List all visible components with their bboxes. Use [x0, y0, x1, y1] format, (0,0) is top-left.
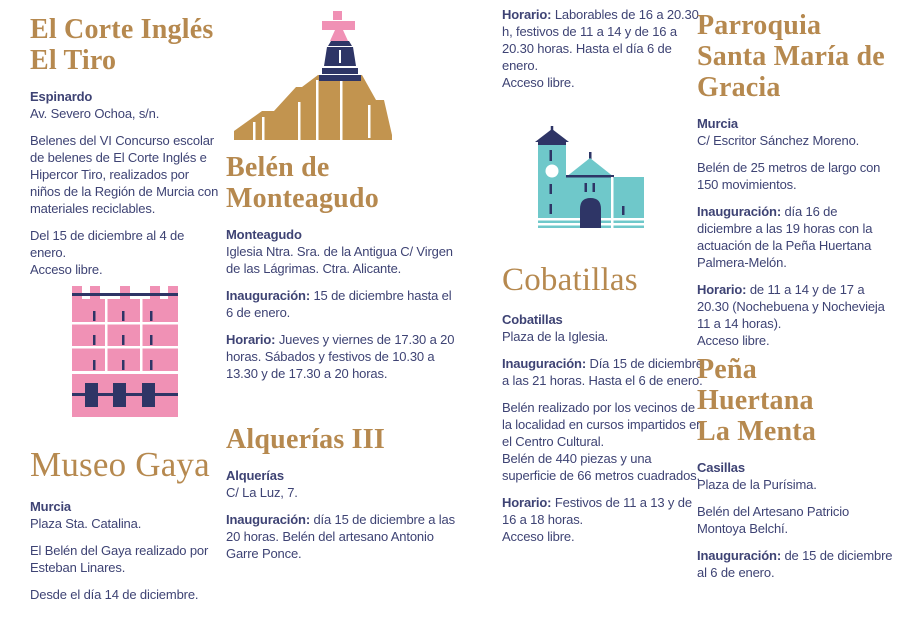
entry-inauguracion — [226, 511, 458, 562]
museo-gaya-building-illustration — [72, 286, 178, 417]
inauguracion-label: Inauguración: — [697, 548, 781, 563]
entry-access: Acceso libre. — [502, 529, 575, 544]
entry-horario — [226, 331, 458, 382]
horario-text: Jueves y viernes de 17.30 a 20 horas. Sábados y festivos de 10.30 a 13.30 y de 17.30 a 20 horas. — [226, 332, 455, 381]
entry-title: Parroquia Santa María de Gracia — [697, 10, 885, 103]
entry-place: Murcia — [697, 116, 739, 131]
entry-address: Plaza Sta. Catalina. — [30, 516, 142, 531]
entry-address: Iglesia Ntra. Sra. de la Antigua C/ Virgen de las Lágrimas. Ctra. Alicante. — [226, 244, 453, 276]
inauguracion-text: Día 15 de diciembre a las 21 horas. Hasta el 6 de enero. — [502, 356, 703, 388]
entry-access: Acceso libre. — [502, 75, 575, 90]
entry-access: Acceso libre. — [30, 262, 103, 277]
entry-dates: Desde el día 14 de diciembre. — [30, 587, 199, 602]
entry-contact — [502, 311, 708, 345]
entry-title: Peña Huertana La Menta — [697, 354, 817, 447]
entry-address: Plaza de la Purísima. — [697, 477, 817, 492]
entry-dates-access — [30, 227, 220, 278]
horario-label: Horario: — [226, 332, 276, 347]
entry-description: Belenes del VI Concurso escolar de belenes de El Corte Inglés e Hipercor Tiro, realizados por niños de la Región de Murcia con materiales reciclables. — [30, 133, 219, 216]
entry-title: Museo Gaya — [30, 445, 210, 484]
entry-place: Alquerías — [226, 468, 284, 483]
horario-label: Horario: — [502, 7, 552, 22]
entry-alquerias-iii — [226, 424, 458, 572]
entry-cobatillas — [502, 262, 708, 555]
horario-label: Horario: — [502, 495, 552, 510]
entry-place: Espinardo — [30, 89, 93, 104]
entry-horario — [502, 494, 708, 545]
entry-horario-continuation — [502, 6, 708, 101]
entry-access: Acceso libre. — [697, 333, 770, 348]
entry-horario — [502, 6, 708, 91]
horario-text: de 11 a 14 y de 17 a 20.30 (Nochebuena y Nochevieja 11 a 14 horas). — [697, 282, 885, 331]
entry-contact — [30, 88, 220, 122]
entry-title: El Corte Inglés El Tiro — [30, 14, 214, 76]
entry-place: Cobatillas — [502, 312, 563, 327]
monteagudo-hill-statue-illustration — [232, 10, 396, 142]
inauguracion-label: Inauguración: — [502, 356, 586, 371]
inauguracion-text: de 15 de diciembre al 6 de enero. — [697, 548, 893, 580]
horario-text: Laborables de 16 a 20.30 h, festivos de 11 a 14 y de 16 a 20.30 horas. Hasta el día 6 de enero. — [502, 7, 699, 73]
inauguracion-label: Inauguración: — [226, 288, 310, 303]
entry-address: Av. Severo Ochoa, s/n. — [30, 106, 160, 121]
entry-parroquia-santa-maria-de-gracia — [697, 10, 893, 359]
entry-el-corte-ingles-el-tiro — [30, 14, 220, 288]
entry-title: Cobatillas — [502, 262, 638, 298]
horario-text: Festivos de 11 a 13 y de 16 a 18 horas. — [502, 495, 692, 527]
inauguracion-text: 15 de diciembre hasta el 6 de enero. — [226, 288, 452, 320]
entry-title: Belén de Monteagudo — [226, 152, 379, 214]
entry-address: C/ La Luz, 7. — [226, 485, 298, 500]
inauguracion-label: Inauguración: — [697, 204, 781, 219]
entry-description: Belén de 25 metros de largo con 150 movimientos. — [697, 160, 881, 192]
entry-pena-huertana-la-menta — [697, 354, 893, 591]
entry-inauguracion — [226, 287, 458, 321]
entry-description-1: Belén realizado por los vecinos de la localidad en cursos impartidos en el Centro Cultural. — [502, 400, 704, 449]
entry-contact — [226, 467, 458, 501]
inauguracion-text: día 16 de diciembre a las 19 horas con la actuación de la Peña Huertana Palmera-Melón. — [697, 204, 873, 270]
entry-dates: Del 15 de diciembre al 4 de enero. — [30, 228, 185, 260]
entry-museo-gaya — [30, 446, 220, 613]
entry-place: Casillas — [697, 460, 745, 475]
inauguracion-label: Inauguración: — [226, 512, 310, 527]
entry-title: Alquerías III — [226, 424, 385, 455]
entry-description-2: Belén de 440 piezas y una superficie de 66 metros cuadrados. — [502, 451, 700, 483]
entry-description: El Belén del Gaya realizado por Esteban Linares. — [30, 543, 209, 575]
entry-contact — [226, 226, 458, 277]
entry-contact — [697, 459, 893, 493]
entry-place: Murcia — [30, 499, 72, 514]
entry-belen-de-monteagudo — [226, 152, 458, 392]
horario-label: Horario: — [697, 282, 747, 297]
entry-description — [502, 399, 708, 484]
inauguracion-text: día 15 de diciembre a las 20 horas. Belén del artesano Antonio Garre Ponce. — [226, 512, 455, 561]
entry-contact — [30, 498, 220, 532]
entry-contact — [697, 115, 893, 149]
church-illustration — [518, 126, 644, 230]
entry-inauguracion — [697, 547, 893, 581]
entry-inauguracion — [502, 355, 708, 389]
entry-address: C/ Escritor Sánchez Moreno. — [697, 133, 860, 148]
entry-horario — [697, 281, 893, 349]
entry-inauguracion — [697, 203, 893, 271]
entry-place: Monteagudo — [226, 227, 302, 242]
entry-description: Belén del Artesano Patricio Montoya Belchí. — [697, 504, 850, 536]
entry-address: Plaza de la Iglesia. — [502, 329, 609, 344]
